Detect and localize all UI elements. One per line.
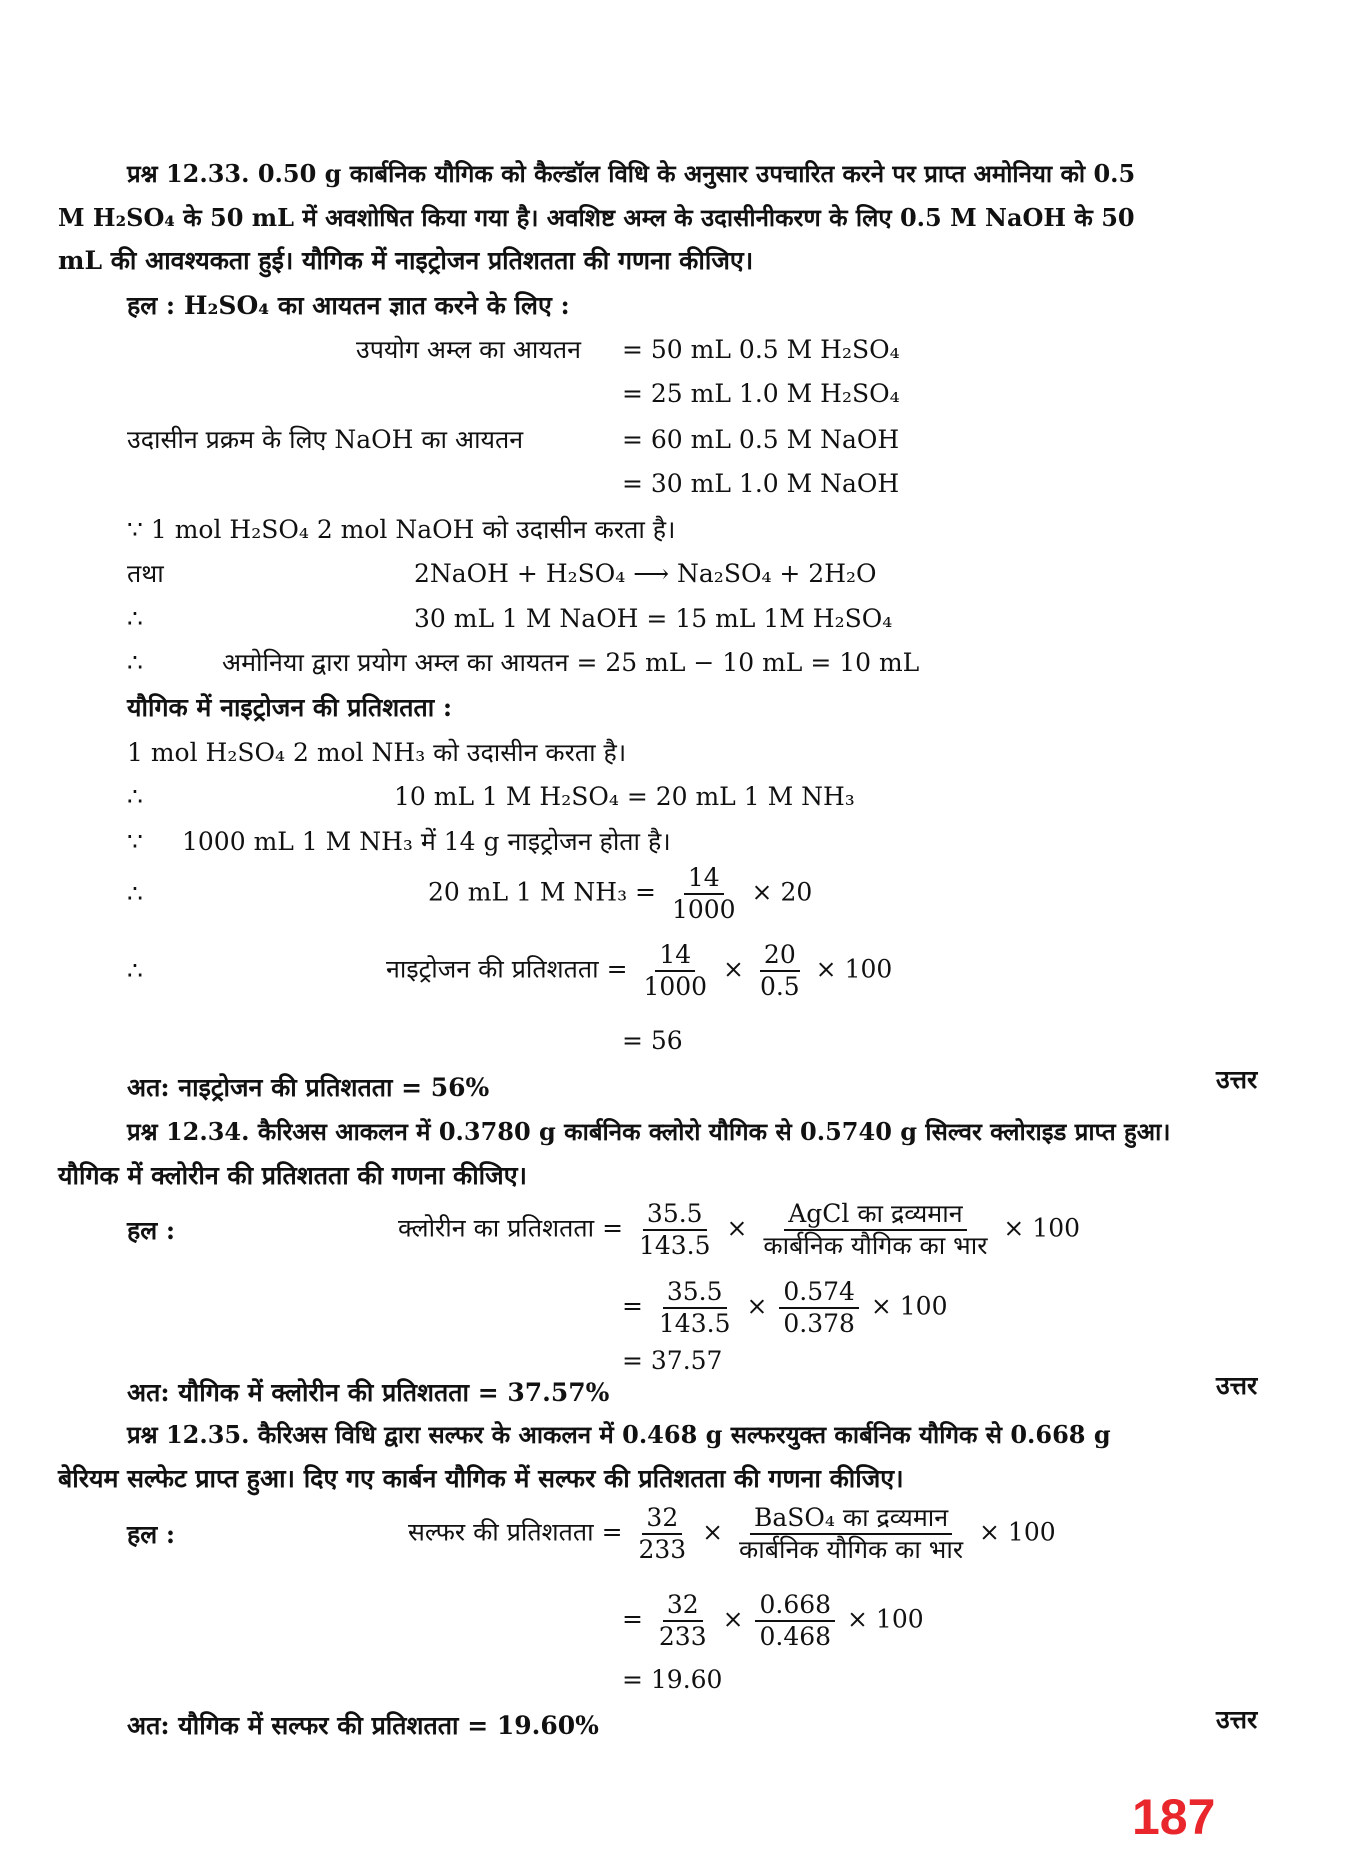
q33-line-2: M H₂SO₄ के 50 mL में अवशोषित किया गया है। अवशिष्ट अम्ल के उदासीनीकरण के लिए 0.5 M NaOH के 50 [58,203,1135,232]
times-sign: × [723,954,744,984]
therefore-symbol: ∴ [127,604,143,633]
nh3-label: 20 mL 1 M NH₃ = [428,877,657,907]
acid-volume-eq-1: = 50 mL 0.5 M H₂SO₄ [622,335,900,364]
fraction [655,1277,735,1339]
q35-answer: अत: यौगिक में सल्फर की प्रतिशतता = 19.60% [127,1711,599,1740]
therefore-symbol: ∴ [127,879,143,908]
equals-sign: = [622,1604,643,1634]
fraction [655,1590,711,1652]
times-sign: × [722,1604,744,1634]
q33-line-3: mL की आवश्यकता हुई। यौगिक में नाइट्रोजन प्रतिशतता की गणना कीजिए। [58,246,754,275]
q34-line-2: यौगिक में क्लोरीन की प्रतिशतता की गणना कीजिए। [58,1161,528,1190]
multiplier: × 100 [870,1291,948,1321]
equals-sign: = [622,1291,643,1321]
denominator: 143.5 [658,1309,731,1338]
denominator: कार्बनिक यौगिक का भार [763,1231,988,1260]
numerator: 0.668 [755,1590,835,1622]
multiplier: × 20 [751,877,813,907]
acid-volume-eq-2: = 25 mL 1.0 M H₂SO₄ [622,379,900,408]
sulphur-label: सल्फर की प्रतिशतता = [408,1517,623,1547]
denominator: 0.5 [759,972,800,1001]
reaction-equation: 2NaOH + H₂SO₄ ⟶ Na₂SO₄ + 2H₂O [414,559,877,588]
nitrogen-percent-calc [386,940,892,1002]
q33-solution-heading: हल : H₂SO₄ का आयतन ज्ञात करने के लिए : [127,291,570,320]
times-sign: × [726,1213,748,1243]
result-19-60: = 19.60 [622,1665,723,1694]
page-number: 187 [1132,1789,1216,1845]
denominator: 233 [658,1622,707,1651]
result-56: = 56 [622,1026,683,1055]
nh3-nitrogen-calc [428,863,812,925]
numerator: 35.5 [663,1277,727,1309]
q34-line-1: प्रश्न 12.34. कैरिअस आकलन में 0.3780 g कार्बनिक क्लोरो यौगिक से 0.5740 g सिल्वर क्लोराइड प्राप्त हुआ। [127,1117,1171,1146]
uttar-label: उत्तर [1216,1065,1258,1094]
numerator: 32 [663,1590,703,1622]
nitrogen-percent-heading: यौगिक में नाइट्रोजन की प्रतिशतता : [127,693,453,722]
numerator: 32 [642,1503,682,1535]
denominator: 0.378 [783,1309,855,1338]
fraction [668,863,740,925]
npct-label: नाइट्रोजन की प्रतिशतता = [386,954,628,984]
therefore-symbol: ∴ [127,648,143,677]
times-sign: × [746,1291,768,1321]
multiplier: × 100 [815,954,893,984]
chlorine-percent-formula [398,1199,1080,1261]
multiplier: × 100 [1003,1213,1081,1243]
nh3-neutralise: 1 mol H₂SO₄ 2 mol NH₃ को उदासीन करता है। [127,738,627,767]
q35-line-2: बेरियम सल्फेट प्राप्त हुआ। दिए गए कार्बन यौगिक में सल्फर की प्रतिशतता की गणना कीजिए। [58,1464,904,1493]
sulphur-percent-formula [408,1503,1056,1565]
times-sign: × [702,1517,724,1547]
uttar-label: उत्तर [1216,1371,1258,1400]
hal-label: हल : [127,1216,176,1245]
denominator: 1000 [643,972,708,1001]
tatha-label: तथा [127,559,164,588]
numerator: 0.574 [779,1277,859,1309]
numerator: AgCl का द्रव्यमान [784,1199,966,1231]
fraction [759,1199,991,1261]
therefore-symbol: ∴ [127,782,143,811]
result-37-57: = 37.57 [622,1346,723,1375]
uttar-label: उत्तर [1216,1705,1258,1734]
fraction [756,940,804,1002]
denominator: 0.468 [759,1622,832,1651]
denominator: 233 [638,1535,687,1564]
denominator: 143.5 [638,1231,711,1260]
q34-answer: अत: यौगिक में क्लोरीन की प्रतिशतता = 37.57% [127,1378,610,1407]
q35-line-1: प्रश्न 12.35. कैरिअस विधि द्वारा सल्फर के आकलन में 0.468 g सल्फरयुक्त कार्बनिक यौगिक से 0.668 g [127,1420,1111,1449]
numerator: BaSO₄ का द्रव्यमान [750,1503,952,1535]
h2so4-nh3-equivalence: 10 mL 1 M H₂SO₄ = 20 mL 1 M NH₃ [394,782,855,811]
numerator: 14 [655,940,695,972]
denominator: कार्बनिक यौगिक का भार [739,1535,964,1564]
since-symbol: ∵ [127,827,143,856]
therefore-symbol: ∴ [127,956,143,985]
multiplier: × 100 [979,1517,1056,1547]
naoh-equivalence: 30 mL 1 M NaOH = 15 mL 1M H₂SO₄ [414,604,893,633]
fraction [779,1277,859,1339]
q33-line-1: प्रश्न 12.33. 0.50 g कार्बनिक यौगिक को कैल्डॉल विधि के अनुसार उपचारित करने पर प्राप्त अमोनिया को 0.5 [127,159,1136,188]
fraction [635,1199,715,1261]
ammonia-acid-volume: अमोनिया द्वारा प्रयोग अम्ल का आयतन = 25 mL − 10 mL = 10 mL [222,648,920,677]
chlorine-percent-calc [622,1277,948,1339]
numerator: 35.5 [643,1199,707,1231]
hal-label: हल : [127,1520,176,1549]
naoh-volume-label: उदासीन प्रक्रम के लिए NaOH का आयतन [127,425,524,454]
numerator: 20 [760,940,800,972]
nitrogen-in-nh3: 1000 mL 1 M NH₃ में 14 g नाइट्रोजन होता है। [182,827,671,856]
multiplier: × 100 [847,1604,924,1634]
acid-volume-label: उपयोग अम्ल का आयतन [356,335,581,364]
naoh-volume-eq-2: = 30 mL 1.0 M NaOH [622,469,900,498]
since-neutralise-naoh: ∵ 1 mol H₂SO₄ 2 mol NaOH को उदासीन करता है। [127,515,676,544]
fraction [639,940,711,1002]
fraction [634,1503,690,1565]
fraction [755,1590,835,1652]
denominator: 1000 [671,895,736,924]
naoh-volume-eq-1: = 60 mL 0.5 M NaOH [622,425,900,454]
sulphur-percent-calc [622,1590,924,1652]
fraction [735,1503,967,1565]
q33-answer: अत: नाइट्रोजन की प्रतिशतता = 56% [127,1073,490,1102]
numerator: 14 [684,863,724,895]
chlorine-label: क्लोरीन का प्रतिशतता = [398,1213,624,1243]
